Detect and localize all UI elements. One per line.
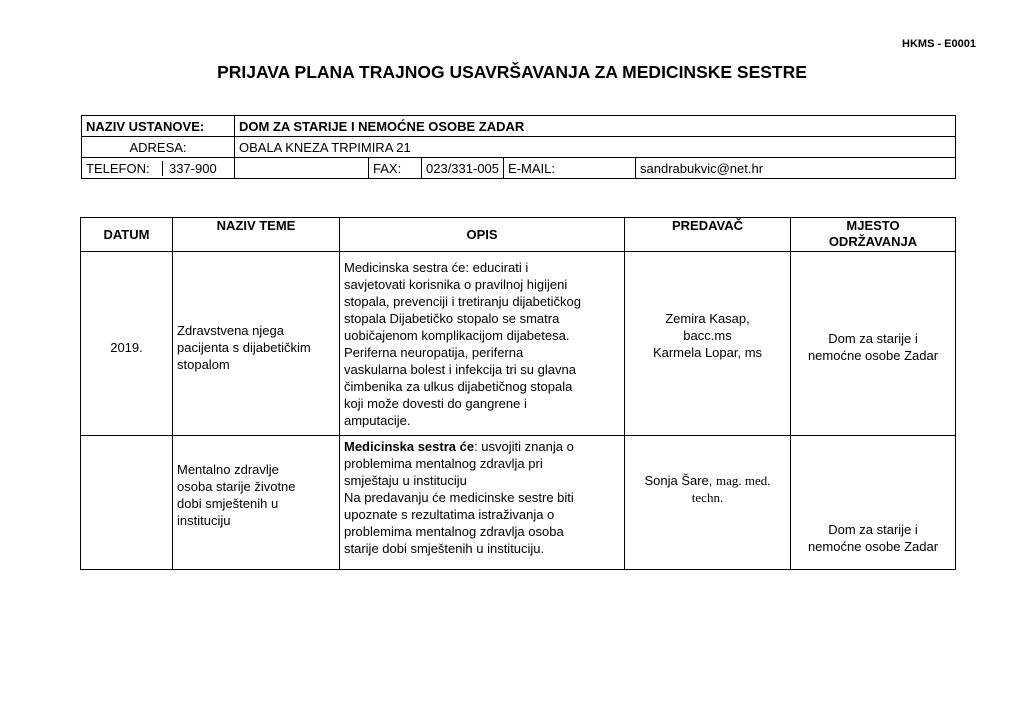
row1-location-line: Dom za starije i <box>828 331 918 346</box>
row2-date <box>81 436 173 570</box>
institution-address-row <box>82 137 956 158</box>
institution-name: DOM ZA STARIJE I NEMOĆNE OSOBE ZADAR <box>235 116 956 137</box>
form-code: HKMS - E0001 <box>902 38 976 50</box>
contact-cell <box>82 158 235 179</box>
row2-description-bold: Medicinska sestra će <box>344 439 475 454</box>
header-description: OPIS <box>340 218 625 252</box>
institution-name-label: NAZIV USTANOVE: <box>82 116 235 137</box>
page-title: PRIJAVA PLANA TRAJNOG USAVRŠAVANJA ZA MEDICINSKE SESTRE <box>217 62 807 82</box>
header-topic: NAZIV TEME <box>173 218 340 252</box>
plan-row-1 <box>81 252 956 436</box>
row1-location-line: nemoćne osobe Zadar <box>807 348 939 363</box>
phone-blank <box>235 158 369 179</box>
row1-description <box>340 252 625 436</box>
institution-contact-row <box>82 158 956 179</box>
row2-location-line: Dom za starije i <box>828 522 918 537</box>
plan-row-2 <box>81 436 956 570</box>
phone-label: TELEFON: <box>82 161 163 176</box>
row2-location <box>791 436 956 570</box>
row2-topic-line: dobi smještenih u <box>177 495 279 511</box>
plan-header-row <box>81 218 956 252</box>
row1-description-line: čimbenika za ulkus dijabetičnog stopala <box>344 378 573 394</box>
row2-description-rest: : usvojiti znanja o <box>474 439 574 454</box>
address-value: OBALA KNEZA TRPIMIRA 21 <box>235 137 956 158</box>
row2-lecturer <box>625 436 791 570</box>
email-label: E-MAIL: <box>504 158 636 179</box>
header-lecturer: PREDAVAČ <box>625 218 791 252</box>
row2-lecturer-line <box>629 472 786 489</box>
phone-value: 337-900 <box>169 160 217 176</box>
address-label: ADRESA: <box>82 137 235 158</box>
institution-table <box>81 115 956 179</box>
institution-name-row <box>82 116 956 137</box>
email-value: sandrabukvic@net.hr <box>636 158 956 179</box>
row2-description-line: Na predavanju će medicinske sestre biti <box>344 490 574 505</box>
header-location-line2: ODRŽAVANJA <box>828 234 918 249</box>
fax-label: FAX: <box>369 158 422 179</box>
header-location-line1: MJESTO <box>846 218 900 233</box>
row1-description-line: Medicinska sestra će: educirati i <box>344 259 529 275</box>
header-date: DATUM <box>81 218 173 252</box>
row1-description-line: Periferna neuropatija, periferna <box>344 344 524 360</box>
row2-topic <box>173 436 340 570</box>
row2-topic-line: Mentalno zdravlje <box>177 461 279 477</box>
row1-description-line: vaskularna bolest i infekcija tri su glavna <box>344 361 576 377</box>
row1-topic-line: Zdravstvena njega <box>177 322 284 338</box>
row2-lecturer-title: mag. med. <box>716 473 771 488</box>
row1-description-line: stopala, prevenciji i tretiranju dijabetičkog <box>344 293 582 309</box>
row1-description-line: uobičajenom komplikacijom dijabetesa. <box>344 327 570 343</box>
row2-description-line: problemima mentalnog zdravlja osoba <box>344 524 564 539</box>
row1-description-line: koji može dovesti do gangrene i <box>344 395 527 411</box>
row1-description-line: amputacije. <box>344 412 411 428</box>
row2-description-line: problemima mentalnog zdravlja pri <box>344 456 543 471</box>
row1-lecturer-line: Karmela Lopar, ms <box>652 344 763 360</box>
row1-date: 2019. <box>81 252 173 436</box>
row2-lecturer-line: techn. <box>691 490 724 505</box>
row2-topic-line: osoba starije životne <box>177 478 296 494</box>
row2-description-line: upoznate s rezultatima istraživanja o <box>344 507 555 522</box>
row2-description-line: starije dobi smještenih u instituciju. <box>344 541 545 556</box>
row2-description-line <box>344 438 620 455</box>
row1-lecturer <box>625 252 791 436</box>
row1-topic-line: pacijenta s dijabetičkim <box>177 339 311 355</box>
row2-description-line: smještaju u instituciju <box>344 473 467 488</box>
row1-topic-line: stopalom <box>177 356 230 372</box>
row1-lecturer-line: bacc.ms <box>683 327 732 343</box>
row2-location-line: nemoćne osobe Zadar <box>807 539 939 554</box>
fax-value: 023/331-005 <box>422 158 504 179</box>
header-location <box>791 218 956 252</box>
row1-topic <box>173 252 340 436</box>
row2-description <box>340 436 625 570</box>
row2-topic-line: instituciju <box>177 512 231 528</box>
row2-lecturer-name: Sonja Šare, <box>644 473 713 488</box>
row1-description-line: stopala Dijabetičko stopalo se smatra <box>344 310 560 326</box>
row1-lecturer-line: Zemira Kasap, <box>665 310 750 326</box>
row1-location <box>791 252 956 436</box>
row1-description-line: savjetovati korisnika o pravilnoj higijeni <box>344 276 568 292</box>
plan-table <box>80 217 956 570</box>
